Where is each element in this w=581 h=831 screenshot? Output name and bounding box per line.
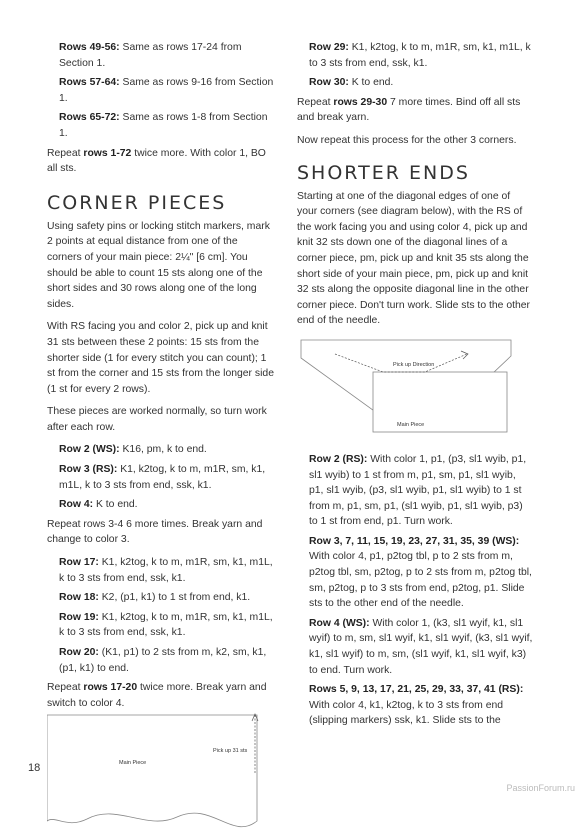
corner-para-4: Repeat rows 3-4 6 more times. Break yarn and change to color 3.: [47, 518, 263, 546]
row-19: Row 19: K1, k2tog, k to m, m1R, sm, k1, m1L, k to 3 sts from end, ssk, k1.: [59, 611, 273, 639]
repeat-instruction: Repeat rows 1-72 twice more. With color 1, BO all sts.: [47, 147, 266, 175]
pickup-direction-label: Pick up Direction: [393, 361, 435, 368]
rows-57-64: Rows 57-64: Same as rows 9-16 from Section 1.: [59, 77, 274, 104]
row-18: Row 18: K2, (p1, k1) to 1 st from end, k1.: [59, 592, 251, 604]
right-column: [297, 40, 533, 733]
row-30: Row 30: K to end.: [309, 77, 394, 89]
rows-65-72: Rows 65-72: Same as rows 1-8 from Section 1.: [59, 112, 268, 139]
row-3: Row 3 (RS): K1, k2tog, k to m, m1R, sm, k1, m1L, k to 3 sts from end, ssk, k1.: [59, 464, 266, 491]
row-20: Row 20: (K1, p1) to 2 sts from m, k2, sm, k1, (p1, k1) to end.: [59, 647, 267, 674]
repeat-instruction-2: Repeat rows 17-20 twice more. Break yarn and switch to color 4.: [47, 682, 267, 709]
row-29: Row 29: K1, k2tog, k to m, m1R, sm, k1, m1L, k to 3 sts from end, ssk, k1.: [309, 42, 531, 69]
repeat-instruction-3: Repeat rows 29-30 7 more times. Bind off all sts and break yarn.: [297, 96, 521, 124]
shorter-ends-heading: SHORTER ENDS: [297, 161, 470, 184]
main-piece-diagram: [47, 713, 275, 831]
corner-para-1: Using safety pins or locking stitch markers, mark 2 points at equal distance from one of the corners of your main piece: 2¼" [6 cm]. You should be able to count 15 sts along one of the short sides and 30 rows along one of the long sides.: [47, 220, 270, 310]
row-2: Row 2 (WS): K16, pm, k to end.: [59, 444, 207, 456]
left-column: [47, 40, 275, 831]
corners-para: Now repeat this process for the other 3 corners.: [297, 134, 517, 146]
rows-49-56: Rows 49-56: Same as rows 17-24 from Section 1.: [59, 42, 242, 69]
pickup-direction-diagram: [297, 336, 533, 448]
main-piece-diagram-svg: [47, 713, 275, 831]
row-4: Row 4: K to end.: [59, 499, 138, 511]
corner-para-2: With RS facing you and color 2, pick up and knit 31 sts between these 2 points: 15 sts from the shorter side (1 for every stitch you can count); 1 st from the corner and 15 sts from the longer side (1 st for every 2 rows).: [47, 321, 274, 395]
corner-para-3: These pieces are worked normally, so turn work after each row.: [47, 406, 267, 433]
main-piece-label-2: Main Piece: [397, 421, 425, 428]
watermark: PassionForum.ru: [506, 783, 575, 793]
row-3-etc: Row 3, 7, 11, 15, 19, 23, 27, 31, 35, 39 (WS): With color 4, p1, p2tog tbl, p to 2 sts from m, p2tog tbl, sm, p2tog, p to 2 sts from m, p2tog tbl, sm, p2tog, p to 3 sts from end, p2tog, p1. Slide sts to the other end of the needle.: [309, 535, 532, 610]
main-piece-label: Main Piece: [119, 760, 147, 767]
page-number: 18: [28, 762, 41, 774]
shorter-para-1: Starting at one of the diagonal edges of one of your corners (see diagram below), with the RS of the work facing you and using color 4, pick up and knit 32 sts down one of the diagonal lines of a corner piece, pm, pick up and knit 35 sts along the short side of your main piece, pm, pick up and knit 32 sts along the opposite diagonal line in the other corner piece. Don't turn work. Slide sts to the other end of the needle.: [297, 190, 530, 327]
pickup-label: Pick up 31 sts: [213, 748, 248, 755]
rows-5-etc: Rows 5, 9, 13, 17, 21, 25, 29, 33, 37, 41 (RS): With color 4, k1, k2tog, k to 3 sts from end (slipping markers) ssk, k1. Slide sts to the: [309, 684, 524, 727]
row-4-ws: Row 4 (WS): With color 1, (k3, sl1 wyif, k1, sl1 wyif) to m, sm, sl1 wyif, k1, sl1 wyif, (k3, sl1 wyif, k1, sl1 wyif) to m, sm, (sl1 wyif, k1, sl1 wyif, k3) to end. Turn work.: [309, 617, 533, 676]
row-2-rs: Row 2 (RS): With color 1, p1, (p3, sl1 wyib, p1, sl1 wyib) to 1 st from m, p1, sm, p1, sl1 wyib, p1, sl1 wyib, (p3, sl1 wyib, p1, sl1 wyib) to 1 st from m, p1, sm, p1, (sl1 wyib, p1, sl1 wyib, p3) to 1 st from end, p1. Turn work.: [309, 453, 527, 528]
row-17: Row 17: K1, k2tog, k to m, m1R, sm, k1, m1L, k to 3 sts from end, ssk, k1.: [59, 557, 273, 584]
corner-pieces-heading: CORNER PIECES: [47, 191, 227, 214]
